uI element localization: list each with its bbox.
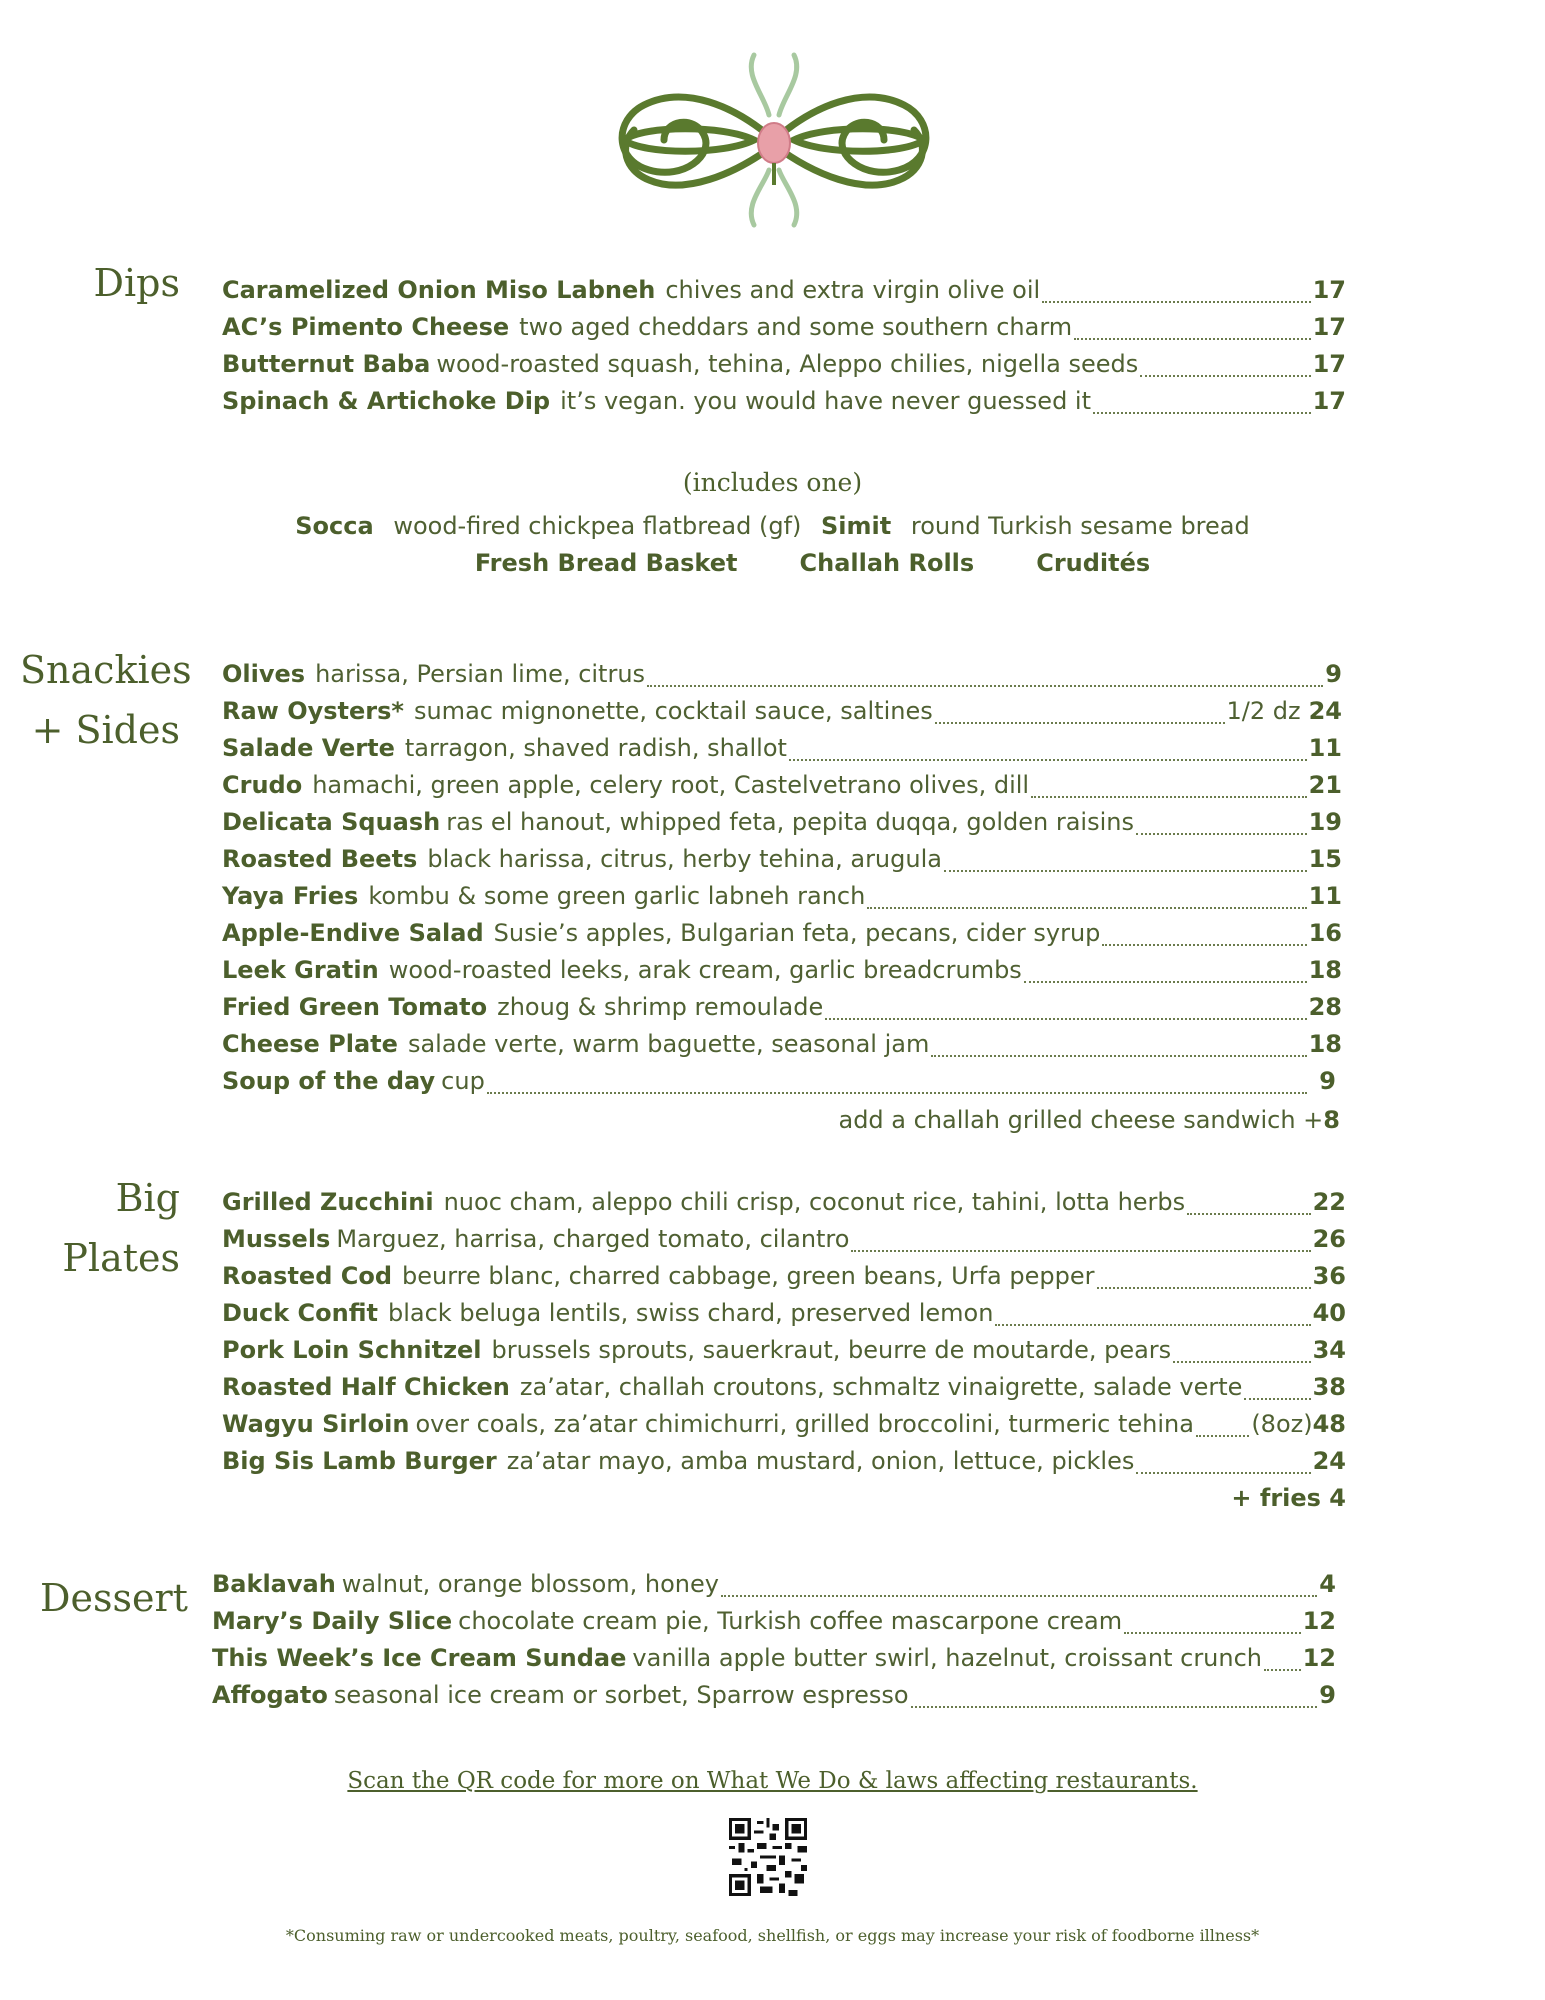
leader-dots [1093,412,1311,414]
section-label-line: + Sides [31,708,180,752]
item-description: cup [441,1067,485,1095]
item-description: salade verte, warm baguette, seasonal jam [407,1030,930,1058]
leader-dots [1140,375,1310,377]
item-price: 16 [1308,919,1342,947]
item-description: kombu & some green garlic labneh ranch [368,882,866,910]
qr-code-icon[interactable] [729,1818,807,1896]
leader-dots [487,1092,1308,1094]
list-item [222,1262,1346,1298]
item-description: brussels sprouts, sauerkraut, beurre de moutarde, pears [491,1336,1172,1364]
leader-dots [1173,1361,1310,1363]
leader-dots [867,907,1306,909]
leader-dots [931,1055,1306,1057]
list-item [222,1225,1346,1261]
item-name: Big Sis Lamb Burger [222,1447,497,1475]
item-description: it’s vegan. you would have never guessed it [560,387,1092,415]
addon-price: 8 [1323,1106,1340,1134]
item-quantity: 1/2 dz [1226,697,1301,725]
list-item [222,1410,1346,1446]
item-quantity: (8oz) [1251,1410,1313,1438]
bread-inline-options [0,512,1545,540]
item-price: 4 [1319,1570,1336,1598]
leader-dots [1031,796,1306,798]
list-item [222,1030,1342,1066]
item-description: black harissa, citrus, herby tehina, arugula [427,845,942,873]
leader-dots [825,1018,1306,1020]
item-price: 11 [1308,882,1342,910]
socca-name: Socca [295,512,374,540]
section-label-big-plates [40,1168,180,1288]
list-item [212,1570,1336,1606]
list-item [212,1644,1336,1680]
item-name: Pork Loin Schnitzel [222,1336,482,1364]
item-price: 34 [1312,1336,1346,1364]
item-price: 48 [1312,1410,1346,1438]
leader-dots [1074,338,1310,340]
bread-includes-title: (includes one) [682,468,863,497]
list-item [222,993,1342,1029]
list-item [222,276,1346,312]
list-item [222,771,1342,807]
item-name: Soup of the day [222,1067,436,1095]
list-item [222,313,1346,349]
item-name: Wagyu Sirloin [222,1410,410,1438]
item-name: Roasted Cod [222,1262,393,1290]
item-price: 9 [1319,1067,1336,1095]
item-price: 17 [1312,350,1346,378]
leader-dots [1102,944,1306,946]
item-price: 19 [1308,808,1342,836]
qr-note-link[interactable]: Scan the QR code for more on What We Do & laws affecting restaurants. [347,1768,1198,1794]
celtic-knot-flower-ornament-icon [604,45,944,235]
leader-dots [647,685,1323,687]
item-description: sumac mignonette, cocktail sauce, saltines [413,697,933,725]
item-name: Spinach & Artichoke Dip [222,387,551,415]
grilled-cheese-addon [838,1106,1340,1134]
fries-addon: + fries 4 [1231,1484,1346,1512]
item-price: 9 [1325,660,1342,688]
item-description: Susie’s apples, Bulgarian feta, pecans, cider syrup [493,919,1101,947]
item-price: 40 [1312,1299,1346,1327]
leader-dots [789,759,1307,761]
item-description: chocolate cream pie, Turkish coffee mascarpone cream [458,1607,1123,1635]
item-name: Roasted Beets [222,845,418,873]
item-name: Affogato [212,1681,328,1709]
item-name: Duck Confit [222,1299,378,1327]
item-name: Delicata Squash [222,808,441,836]
leader-dots [911,1706,1318,1708]
item-name: Leek Gratin [222,956,379,984]
item-description: zhoug & shrimp remoulade [497,993,824,1021]
section-label-snackies [20,640,192,760]
item-price: 15 [1308,845,1342,873]
item-price: 24 [1312,1447,1346,1475]
section-label-dessert: Dessert [40,1576,188,1620]
leader-dots [721,1595,1317,1597]
item-name: Roasted Half Chicken [222,1373,510,1401]
item-description: hamachi, green apple, celery root, Castelvetrano olives, dill [312,771,1030,799]
item-description: ras el hanout, whipped feta, pepita duqqa, golden raisins [446,808,1134,836]
item-description: wood-roasted squash, tehina, Aleppo chilies, nigella seeds [436,350,1139,378]
item-description: harissa, Persian lime, citrus [315,660,646,688]
item-description: beurre blanc, charred cabbage, green beans, Urfa pepper [402,1262,1095,1290]
item-name: Baklavah [212,1570,336,1598]
item-description: za’atar, challah croutons, schmaltz vinaigrette, salade verte [519,1373,1243,1401]
list-item [222,1447,1346,1483]
item-name: Cheese Plate [222,1030,398,1058]
item-name: Mary’s Daily Slice [212,1607,453,1635]
leader-dots [935,722,1225,724]
leader-dots [1136,1472,1310,1474]
item-name: Fried Green Tomato [222,993,488,1021]
leader-dots [1124,1632,1301,1634]
item-description: over coals, za’atar chimichurri, grilled broccolini, turmeric tehina [415,1410,1194,1438]
addon-text: add a challah grilled cheese sandwich + [838,1106,1324,1134]
item-name: Crudo [222,771,303,799]
item-description: vanilla apple butter swirl, hazelnut, croissant crunch [632,1644,1263,1672]
item-price: 12 [1302,1607,1336,1635]
item-name: This Week’s Ice Cream Sundae [212,1644,627,1672]
leader-dots [1196,1435,1249,1437]
item-description: seasonal ice cream or sorbet, Sparrow espresso [333,1681,909,1709]
item-price: 21 [1308,771,1342,799]
section-label-line: Snackies [20,648,192,692]
item-name: Yaya Fries [222,882,359,910]
leader-dots [851,1250,1310,1252]
item-price: 26 [1312,1225,1346,1253]
leader-dots [1097,1287,1311,1289]
foodborne-illness-disclaimer: *Consuming raw or undercooked meats, poultry, seafood, shellfish, or eggs may increase your risk of foodborne illness* [285,1926,1260,1945]
item-description: tarragon, shaved radish, shallot [404,734,787,762]
item-name: Salade Verte [222,734,395,762]
item-description: za’atar mayo, amba mustard, onion, lettuce, pickles [506,1447,1135,1475]
item-name: Caramelized Onion Miso Labneh [222,276,656,304]
leader-dots [1264,1669,1301,1671]
simit-description: round Turkish sesame bread [910,512,1250,540]
leader-dots [995,1324,1310,1326]
list-item [222,1188,1346,1224]
list-item [222,919,1342,955]
item-name: AC’s Pimento Cheese [222,313,510,341]
item-name: Raw Oysters* [222,697,404,725]
list-item [222,1299,1346,1335]
item-price: 17 [1312,313,1346,341]
socca-description: wood-fired chickpea flatbread (gf) [393,512,802,540]
item-price: 22 [1312,1188,1346,1216]
list-item [222,734,1342,770]
leader-dots [1244,1398,1310,1400]
list-item [222,660,1342,696]
list-item [212,1607,1336,1643]
item-price: 24 [1308,697,1342,725]
list-item [222,1336,1346,1372]
item-name: Butternut Baba [222,350,431,378]
item-name: Apple-Endive Salad [222,919,484,947]
bread-option: Challah Rolls [799,549,975,577]
leader-dots [1042,301,1310,303]
list-item [222,1067,1336,1103]
item-name: Grilled Zucchini [222,1188,434,1216]
item-description: Marguez, harrisa, charged tomato, cilantro [336,1225,850,1253]
item-description: two aged cheddars and some southern charm [519,313,1073,341]
item-name: Mussels [222,1225,331,1253]
item-description: wood-roasted leeks, arak cream, garlic breadcrumbs [388,956,1022,984]
list-item [212,1681,1336,1717]
item-price: 18 [1308,956,1342,984]
leader-dots [1024,981,1307,983]
list-item [222,350,1346,386]
item-description: nuoc cham, aleppo chili crisp, coconut rice, tahini, lotta herbs [443,1188,1186,1216]
bread-options [40,549,1545,577]
section-label-line: Plates [62,1236,180,1280]
section-label-line: Big [115,1176,180,1220]
leader-dots [944,870,1307,872]
item-description: chives and extra virgin olive oil [665,276,1041,304]
item-price: 18 [1308,1030,1342,1058]
list-item [222,387,1346,423]
section-label-dips: Dips [93,261,180,305]
leader-dots [1136,833,1307,835]
item-description: black beluga lentils, swiss chard, preserved lemon [388,1299,994,1327]
leader-dots [1187,1213,1310,1215]
list-item [222,697,1342,733]
bread-option: Crudités [1036,549,1151,577]
list-item [222,808,1342,844]
list-item [222,956,1342,992]
item-price: 28 [1308,993,1342,1021]
item-price: 38 [1312,1373,1346,1401]
list-item [222,845,1342,881]
item-name: Olives [222,660,306,688]
item-price: 12 [1302,1644,1336,1672]
bread-option: Fresh Bread Basket [474,549,738,577]
item-price: 36 [1312,1262,1346,1290]
list-item [222,1373,1346,1409]
simit-name: Simit [821,512,892,540]
item-description: walnut, orange blossom, honey [341,1570,719,1598]
item-price: 17 [1312,387,1346,415]
item-price: 11 [1308,734,1342,762]
item-price: 9 [1319,1681,1336,1709]
item-price: 17 [1312,276,1346,304]
list-item [222,882,1342,918]
